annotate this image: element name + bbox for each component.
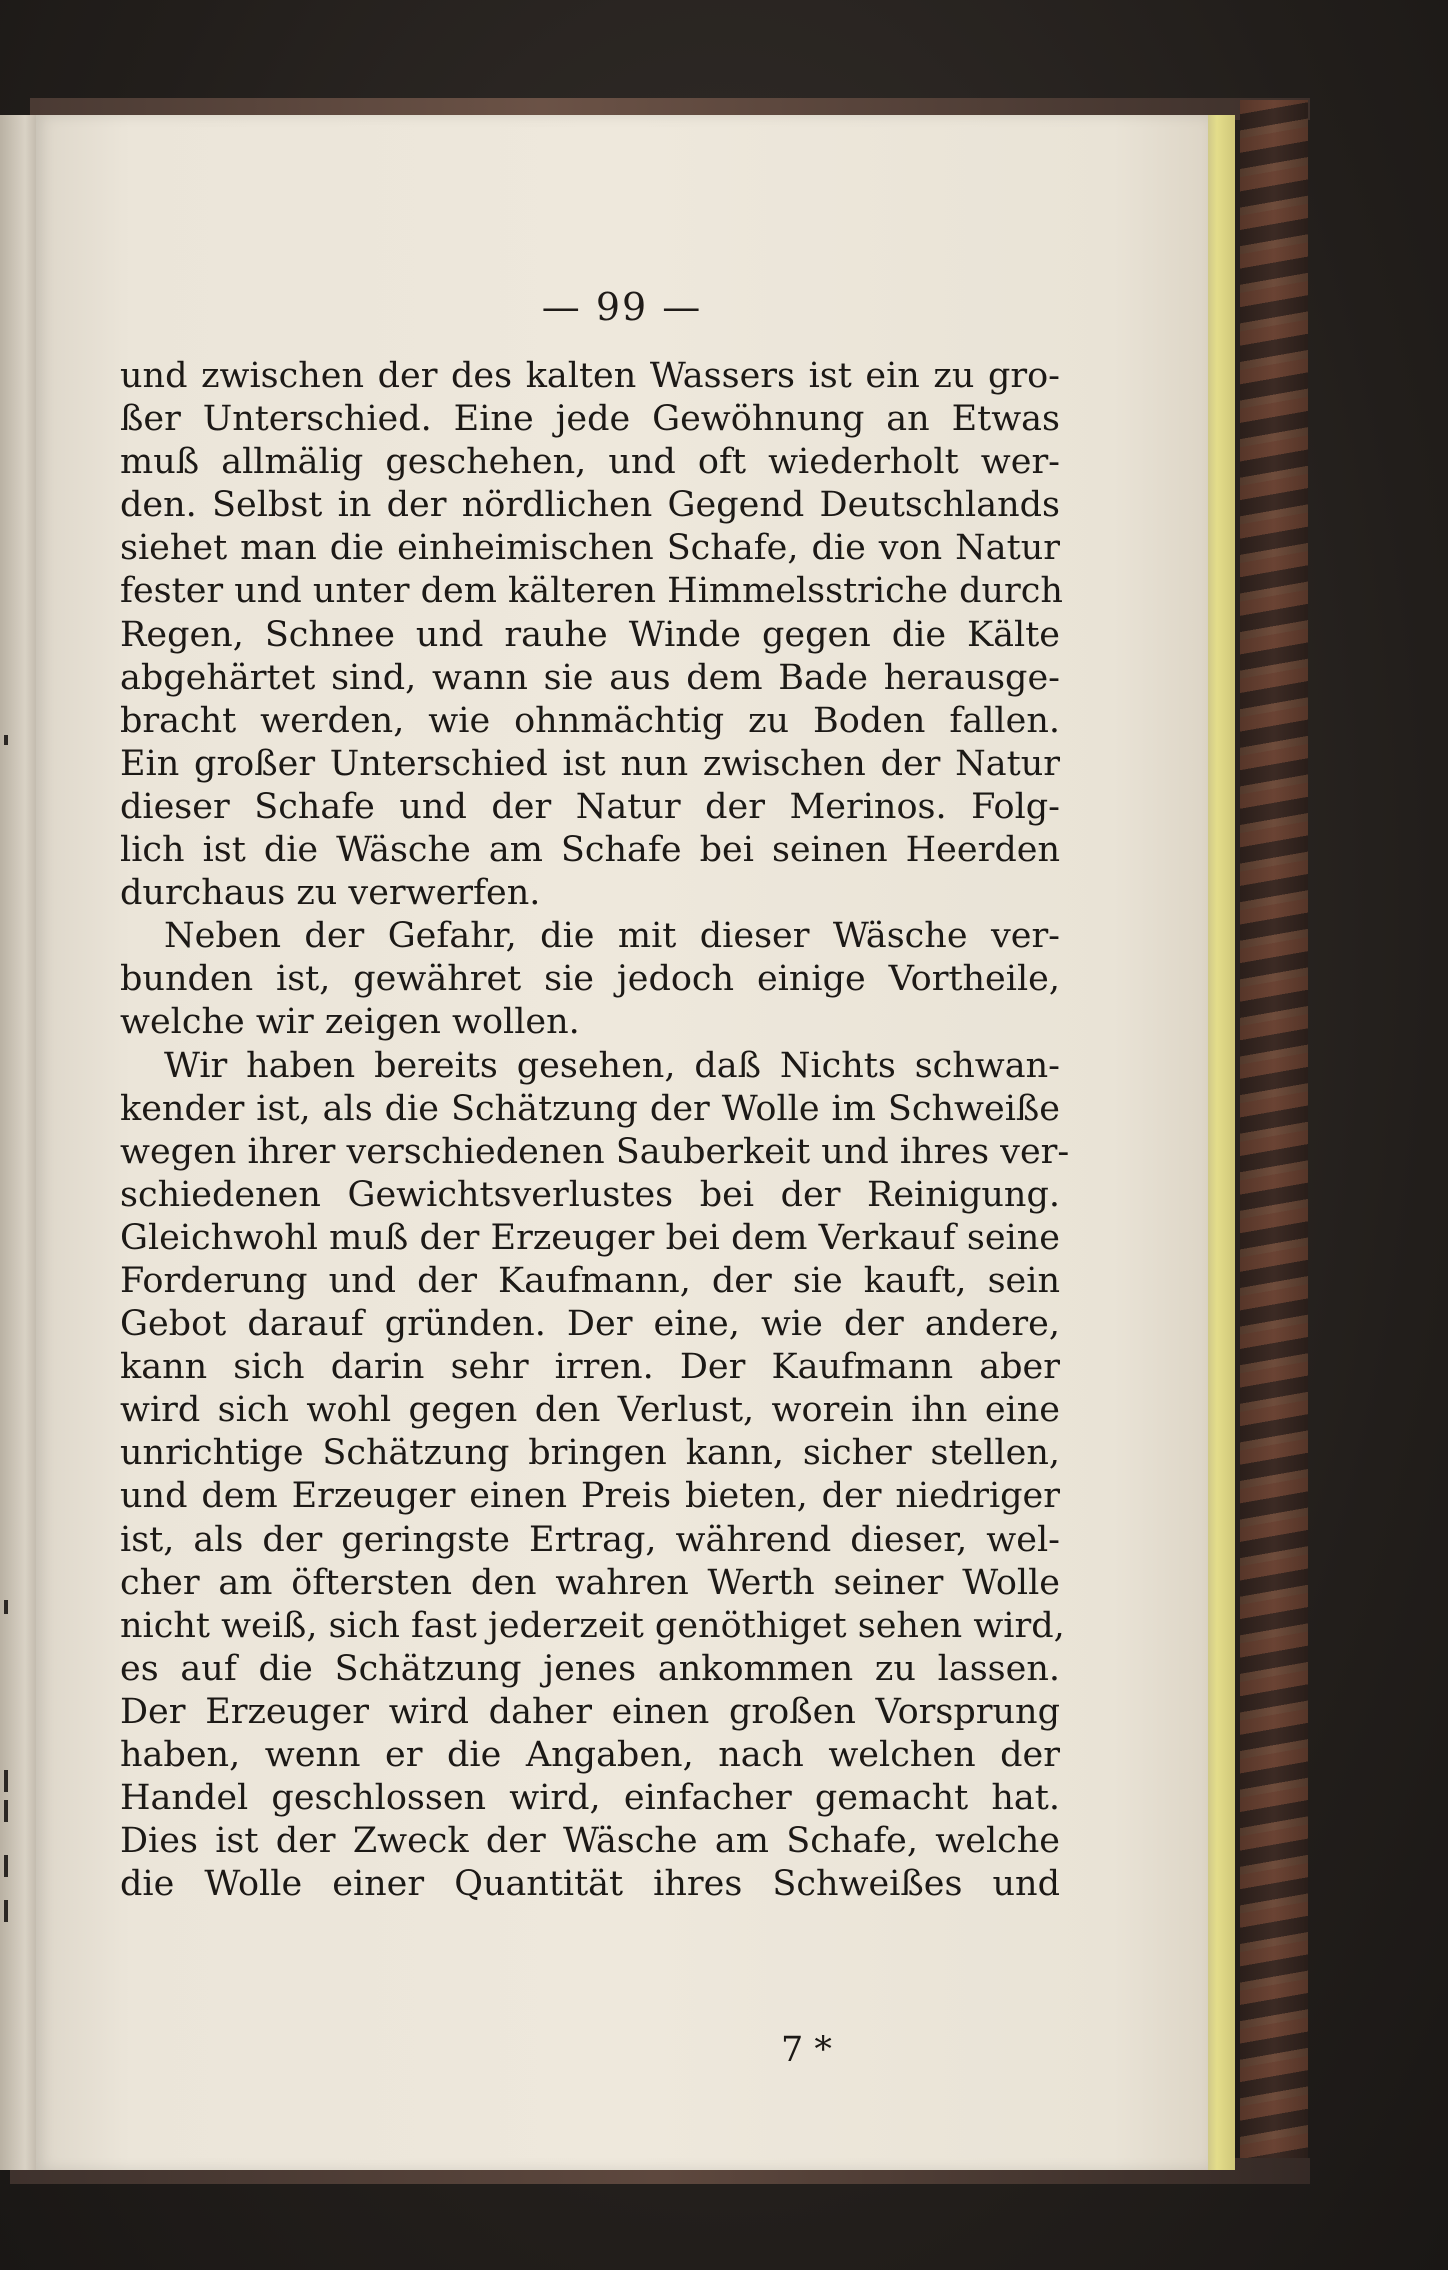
text-line: welche wir zeigen wollen. [120, 1002, 580, 1043]
text-line: und zwischen der des kalten Wassers ist ein zu gro- [120, 356, 1060, 396]
text-line: siehet man die einheimischen Schafe, die von Natur [120, 528, 1060, 569]
text-line: abgehärtet sind, wann sie aus dem Bade herausge- [120, 657, 1060, 698]
page-block-edge [1205, 115, 1235, 2170]
text-line: Handel geschlossen wird, einfacher gemacht hat. [120, 1778, 1060, 1819]
text-line: cher am öftersten den wahren Werth seiner Wolle [120, 1562, 1060, 1603]
text-line: kender ist, als die Schätzung der Wolle im Schweiße [120, 1088, 1060, 1129]
text-line: haben, wenn er die Angaben, nach welchen der [120, 1735, 1060, 1775]
text-line: ßer Unterschied. Eine jede Gewöhnung an Etwas [120, 399, 1060, 440]
page-number: — 99 — [541, 285, 703, 329]
margin-mark [4, 1855, 8, 1877]
text-line: Wir haben bereits gesehen, daß Nichts schwan- [164, 1045, 1060, 1086]
text-line: Ein großer Unterschied ist nun zwischen der Natur [120, 743, 1060, 784]
margin-mark [4, 735, 8, 745]
text-line: Regen, Schnee und rauhe Winde gegen die Kälte [120, 614, 1060, 655]
text-line: wird sich wohl gegen den Verlust, worein ihn eine [120, 1390, 1060, 1431]
text-line: Forderung und der Kaufmann, der sie kauft, sein [120, 1260, 1060, 1301]
text-line: kann sich darin sehr irren. Der Kaufmann aber [120, 1347, 1060, 1388]
text-line: dieser Schafe und der Natur der Merinos. Folg- [120, 786, 1060, 827]
text-line: und dem Erzeuger einen Preis bieten, der niedriger [120, 1476, 1060, 1517]
text-line: bunden ist, gewähret sie jedoch einige Vortheile, [120, 959, 1060, 1000]
text-line: Dies ist der Zweck der Wäsche am Schafe, welche [120, 1821, 1060, 1862]
text-line: bracht werden, wie ohnmächtig zu Boden fallen. [120, 700, 1060, 741]
marbled-cover-edge [1240, 100, 1308, 2180]
margin-mark [4, 1770, 8, 1792]
text-line: die Wolle einer Quantität ihres Schweißes und [120, 1864, 1060, 1905]
margin-mark [4, 1600, 8, 1614]
printer-signature: 7 * [781, 2030, 832, 2070]
body-text [120, 355, 1070, 1906]
text-line: wegen ihrer verschiedenen Sauberkeit und ihres ver- [120, 1131, 1070, 1172]
text-line: Gebot darauf gründen. Der eine, wie der andere, [120, 1304, 1060, 1345]
text-line: Der Erzeuger wird daher einen großen Vorsprung [120, 1691, 1060, 1732]
text-line: Gleichwohl muß der Erzeuger bei dem Verkauf seine [120, 1217, 1060, 1258]
book-page [36, 115, 1208, 2170]
text-line: muß allmälig geschehen, und oft wiederholt wer- [120, 442, 1060, 483]
margin-mark [4, 1800, 8, 1822]
text-line: unrichtige Schätzung bringen kann, sicher stellen, [120, 1433, 1060, 1474]
text-line: ist, als der geringste Ertrag, während dieser, wel- [120, 1519, 1060, 1560]
text-line: den. Selbst in der nördlichen Gegend Deutschlands [120, 485, 1060, 526]
left-margin-marks [4, 0, 20, 2270]
text-line: fester und unter dem kälteren Himmelsstriche durch [120, 571, 1063, 612]
text-line: Neben der Gefahr, die mit dieser Wäsche ver- [164, 916, 1060, 957]
text-line: schiedenen Gewichtsverlustes bei der Reinigung. [120, 1174, 1060, 1215]
text-line: durchaus zu verwerfen. [120, 873, 541, 914]
text-line: nicht weiß, sich fast jederzeit genöthiget sehen wird, [120, 1605, 1065, 1646]
margin-mark [4, 1900, 8, 1922]
text-line: lich ist die Wäsche am Schafe bei seinen Heerden [120, 830, 1060, 871]
text-line: es auf die Schätzung jenes ankommen zu lassen. [120, 1648, 1060, 1689]
